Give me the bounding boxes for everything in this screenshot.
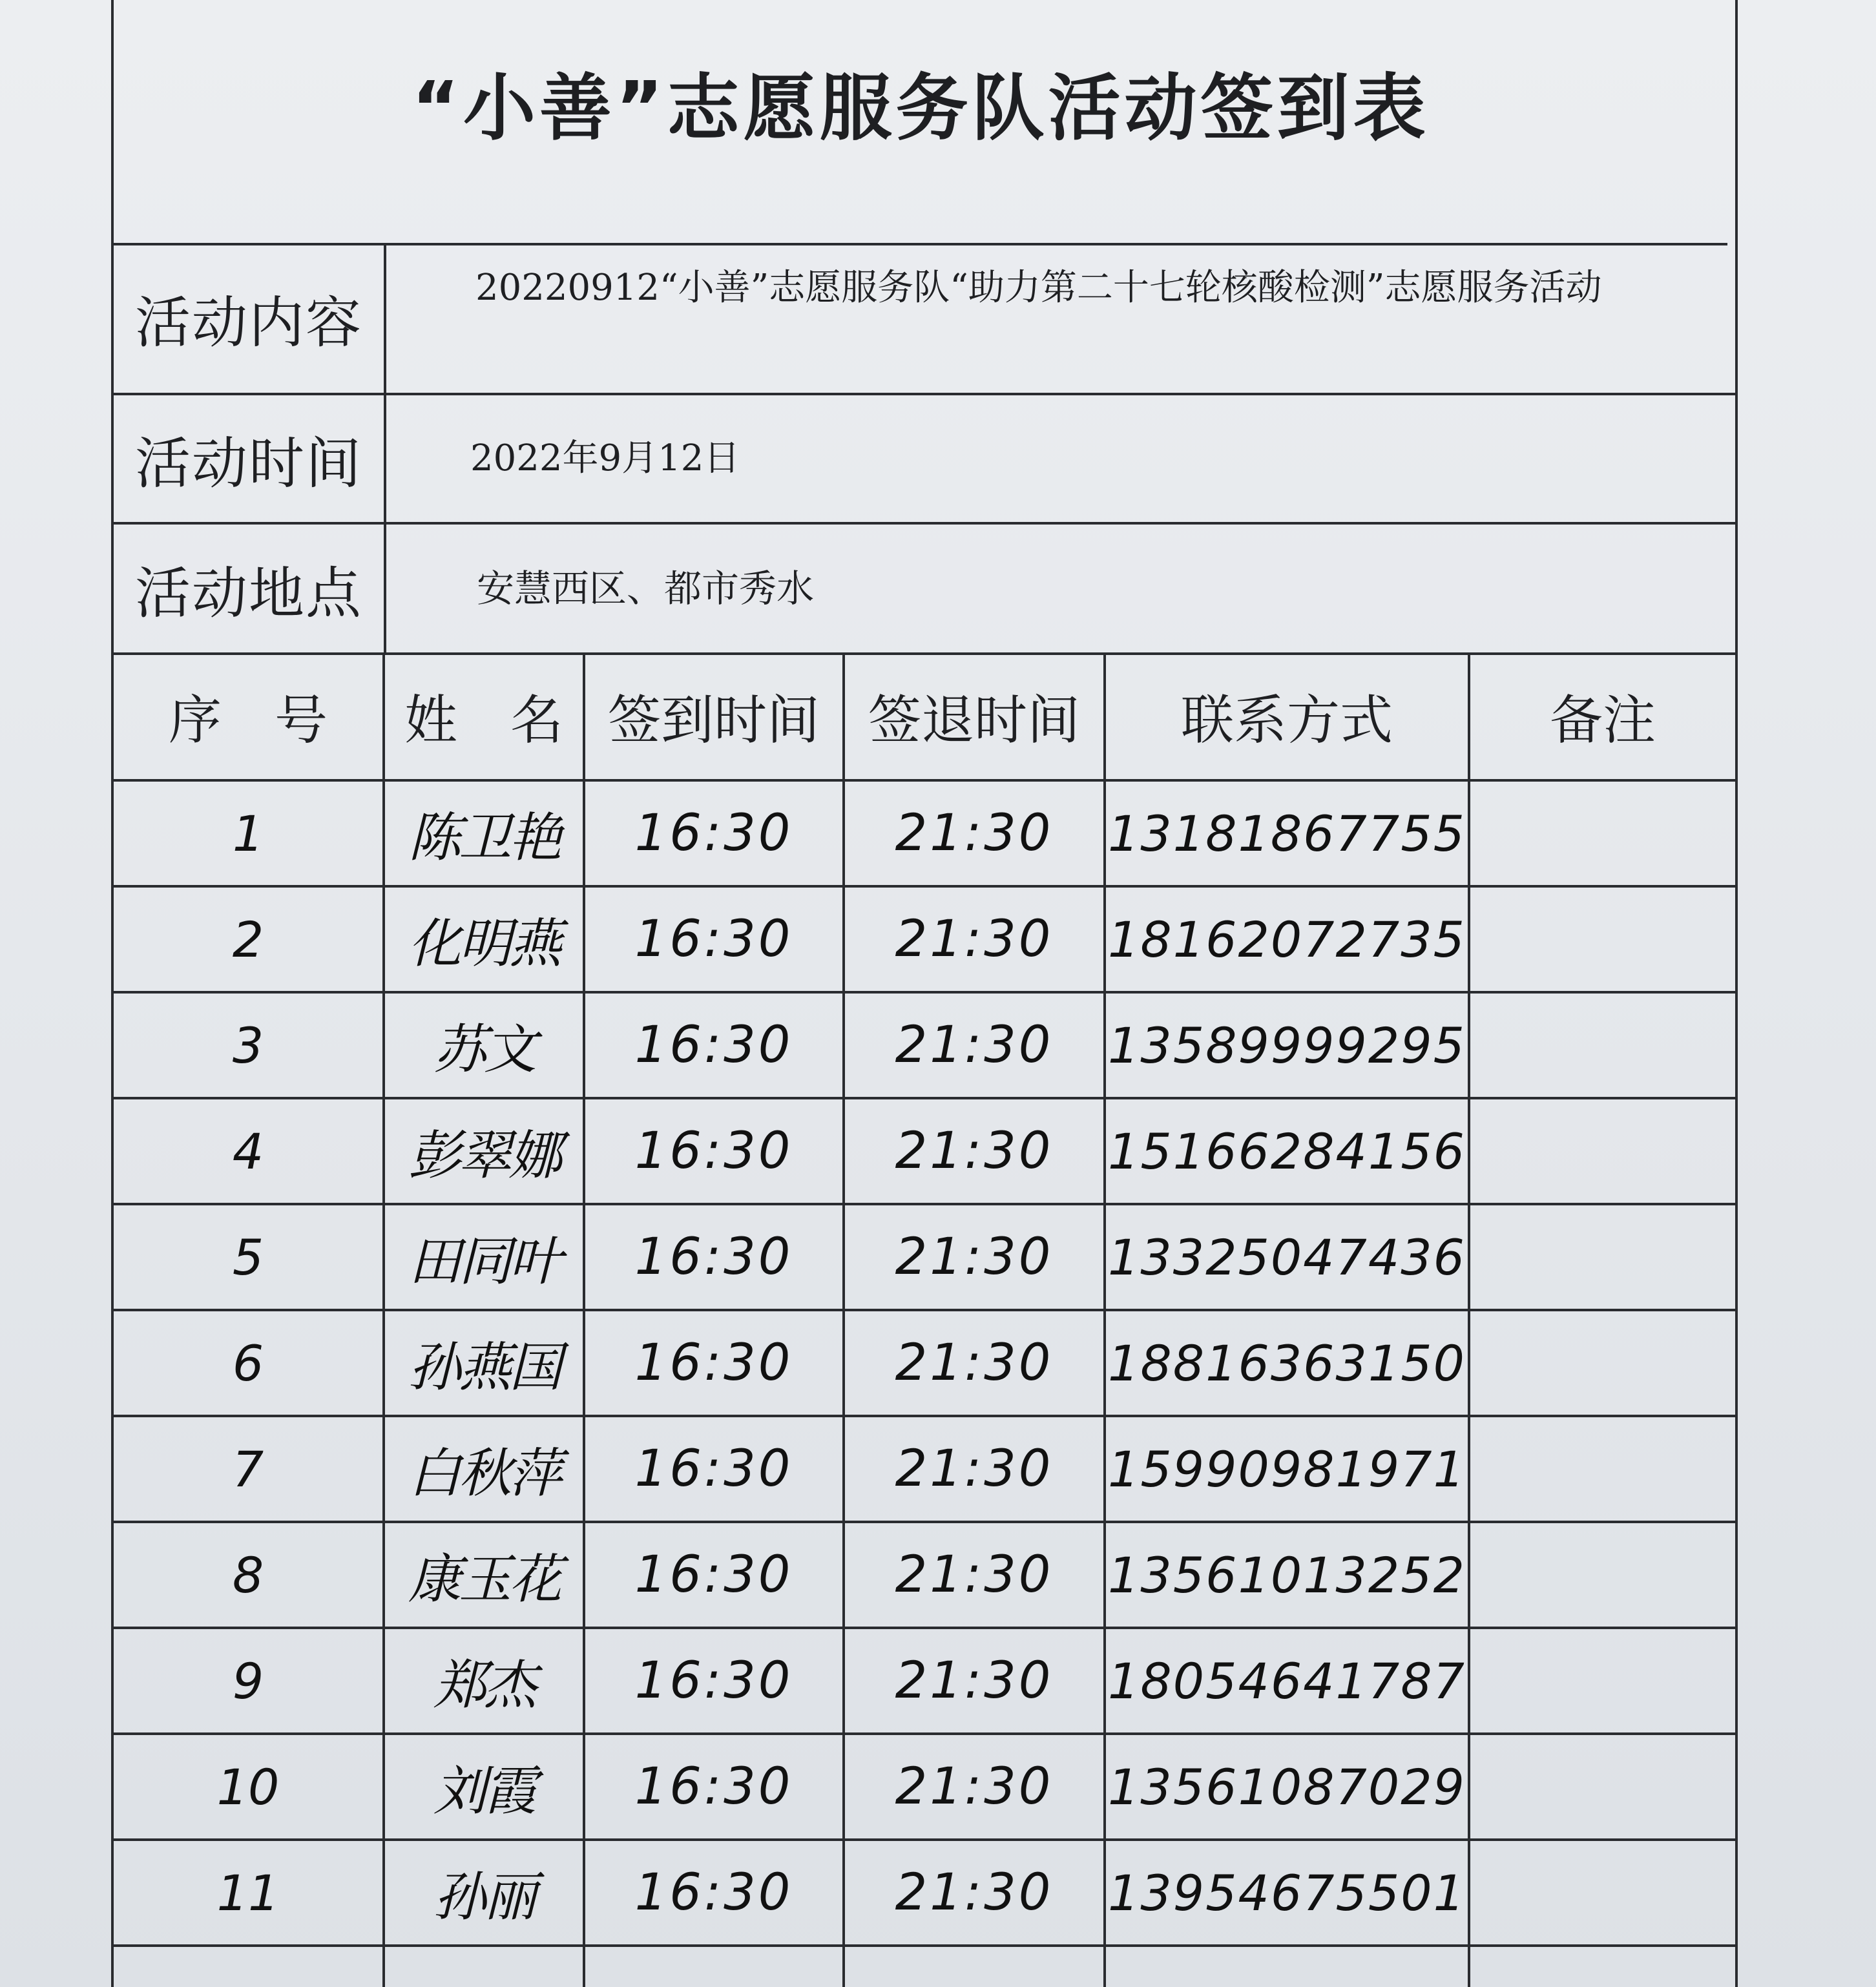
row-contact: 13561013252 xyxy=(1108,1546,1466,1604)
row-remark xyxy=(1470,1417,1735,1521)
row-contact: 18054641787 xyxy=(1108,1652,1466,1710)
row-name: 孙丽 xyxy=(433,1866,534,1928)
row-checkout-time: 21:30 xyxy=(895,804,1054,862)
table-header xyxy=(114,652,1735,782)
row-name: 田同叶 xyxy=(408,1231,559,1293)
row-remark xyxy=(1470,1735,1735,1838)
table-row xyxy=(114,1417,1735,1523)
row-checkout-time: 21:30 xyxy=(895,910,1054,968)
row-checkin-time: 16:30 xyxy=(634,1228,793,1286)
row-name: 郑杰 xyxy=(433,1654,534,1716)
header-checkout: 签退时间 xyxy=(868,689,1080,751)
row-checkin-time: 16:30 xyxy=(634,910,793,968)
row-remark xyxy=(1470,1629,1735,1732)
row-checkin-time: 16:30 xyxy=(634,1864,793,1922)
row-remark xyxy=(1470,1841,1735,1944)
row-contact: 18162072735 xyxy=(1108,910,1466,968)
row-index: 7 xyxy=(232,1440,264,1498)
activity-location-row xyxy=(114,525,1735,655)
table-row xyxy=(114,1205,1735,1311)
activity-location-value: 安慧西区、都市秀水 xyxy=(477,567,815,610)
row-index: 8 xyxy=(232,1546,264,1604)
header-checkin: 签到时间 xyxy=(607,689,820,751)
row-name: 化明燕 xyxy=(408,913,559,975)
table-row xyxy=(114,1735,1735,1841)
row-name: 陈卫艳 xyxy=(408,807,559,869)
activity-time-value: 2022年9月12日 xyxy=(470,437,740,479)
row-remark xyxy=(1470,1099,1735,1203)
row-checkout-time: 21:30 xyxy=(895,1652,1054,1710)
title-row xyxy=(114,0,1727,245)
table-row xyxy=(114,1523,1735,1629)
row-contact: 18816363150 xyxy=(1108,1334,1466,1392)
table-row xyxy=(114,1099,1735,1205)
row-contact: 13954675501 xyxy=(1108,1864,1466,1922)
table-row xyxy=(114,994,1735,1099)
row-checkout-time: 21:30 xyxy=(895,1228,1054,1286)
activity-location-cell xyxy=(386,525,1735,652)
row-contact: 13561087029 xyxy=(1108,1758,1466,1816)
row-name: 康玉花 xyxy=(408,1548,559,1610)
row-remark xyxy=(1470,994,1735,1097)
row-remark xyxy=(1470,888,1735,991)
row-contact: 15990981971 xyxy=(1108,1440,1466,1498)
header-index: 序 号 xyxy=(168,689,328,751)
row-name: 苏文 xyxy=(433,1019,534,1081)
row-name: 刘霞 xyxy=(433,1760,534,1822)
row-index: 5 xyxy=(232,1228,264,1286)
row-remark xyxy=(1470,1523,1735,1627)
row-checkin-time: 16:30 xyxy=(634,804,793,862)
row-remark xyxy=(1470,782,1735,885)
row-contact: 13325047436 xyxy=(1108,1228,1466,1286)
row-checkout-time: 21:30 xyxy=(895,1016,1054,1074)
row-checkin-time: 16:30 xyxy=(634,1758,793,1816)
row-index: 2 xyxy=(232,910,264,968)
row-checkout-time: 21:30 xyxy=(895,1758,1054,1816)
table-row xyxy=(114,782,1735,888)
row-checkout-time: 21:30 xyxy=(895,1122,1054,1180)
row-name: 白秋萍 xyxy=(408,1442,559,1504)
activity-location-label: 活动地点 xyxy=(114,525,386,652)
row-checkin-time: 16:30 xyxy=(634,1016,793,1074)
table-row xyxy=(114,1841,1735,1947)
row-index: 4 xyxy=(232,1122,264,1180)
row-index: 1 xyxy=(232,804,264,862)
row-index: 3 xyxy=(232,1016,264,1074)
row-index: 9 xyxy=(232,1652,264,1710)
row-remark xyxy=(1470,1205,1735,1309)
activity-content-cell xyxy=(386,243,1735,393)
row-index: 10 xyxy=(216,1758,280,1816)
row-checkin-time: 16:30 xyxy=(634,1440,793,1498)
row-name: 孙燕国 xyxy=(408,1337,559,1399)
row-contact: 13181867755 xyxy=(1108,804,1466,862)
row-index: 11 xyxy=(216,1864,280,1922)
row-checkout-time: 21:30 xyxy=(895,1334,1054,1392)
row-remark xyxy=(1470,1311,1735,1415)
row-checkin-time: 16:30 xyxy=(634,1122,793,1180)
activity-content-row xyxy=(114,243,1735,395)
row-name: 彭翠娜 xyxy=(408,1125,559,1187)
header-remark: 备注 xyxy=(1549,689,1656,751)
table-row xyxy=(114,1311,1735,1417)
row-contact: 15166284156 xyxy=(1108,1122,1466,1180)
activity-time-label: 活动时间 xyxy=(114,395,386,522)
form-title: “小善”志愿服务队活动签到表 xyxy=(412,66,1430,151)
activity-time-row xyxy=(114,395,1735,525)
table-row xyxy=(114,1629,1735,1735)
row-checkout-time: 21:30 xyxy=(895,1440,1054,1498)
activity-content-value: 20220912“小善”志愿服务队“助力第二十七轮核酸检测”志愿服务活动 xyxy=(475,267,1602,309)
activity-time-cell xyxy=(386,395,1735,522)
row-checkin-time: 16:30 xyxy=(634,1652,793,1710)
row-checkin-time: 16:30 xyxy=(634,1546,793,1604)
row-checkout-time: 21:30 xyxy=(895,1546,1054,1604)
header-name: 姓 名 xyxy=(404,689,563,751)
row-index: 6 xyxy=(232,1334,264,1392)
activity-content-label: 活动内容 xyxy=(114,243,386,393)
header-contact: 联系方式 xyxy=(1180,689,1393,751)
row-contact: 13589999295 xyxy=(1108,1016,1466,1074)
table-row xyxy=(114,888,1735,994)
row-checkin-time: 16:30 xyxy=(634,1334,793,1392)
row-checkout-time: 21:30 xyxy=(895,1864,1054,1922)
